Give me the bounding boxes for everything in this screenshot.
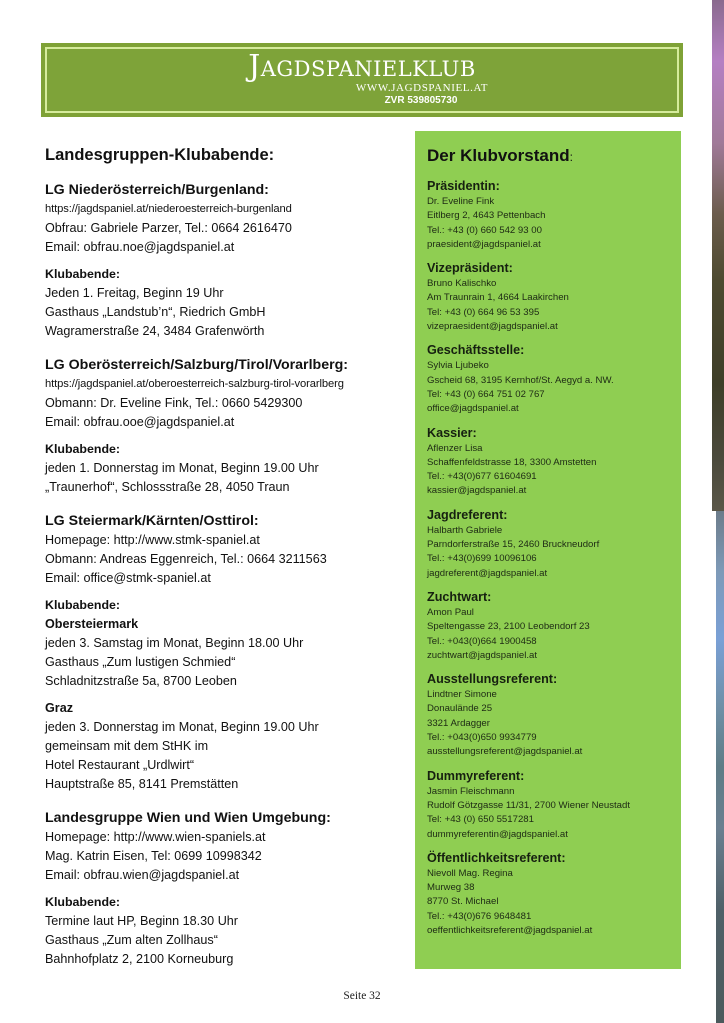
board-member-address: Schaffenfeldstrasse 18, 3300 Amstetten <box>427 456 597 468</box>
board-member-city: 3321 Ardagger <box>427 717 490 729</box>
board-role-title: Jagdreferent: <box>427 507 508 522</box>
board-role <box>427 850 669 938</box>
board-role-title: Zuchtwart: <box>427 589 492 604</box>
board-role <box>427 589 669 663</box>
club-banner <box>41 43 683 117</box>
board-member-address: Speltengasse 23, 2100 Leobendorf 23 <box>427 621 590 633</box>
klubabend-address: Bahnhofplatz 2, 2100 Korneuburg <box>45 952 234 966</box>
regional-group-title: LG Oberösterreich/Salzburg/Tirol/Vorarlberg: <box>45 357 348 373</box>
board-member-name: Jasmin Fleischmann <box>427 785 515 797</box>
board-member-phone: Tel: +43 (0) 664 751 02 767 <box>427 388 545 400</box>
regional-group <box>45 808 395 969</box>
board-member-street: Donaulände 25 <box>427 703 493 715</box>
regional-group <box>45 511 395 794</box>
club-board-title-colon: : <box>569 150 573 164</box>
regional-group-email[interactable]: Email: obfrau.wien@jagdspaniel.at <box>45 868 240 882</box>
board-role-title: Präsidentin: <box>427 179 500 193</box>
board-member-email[interactable]: jagdreferent@jagdspaniel.at <box>427 567 548 579</box>
klubabend-venue: Gasthaus „Landstub’n“, Riedrich GmbH <box>45 305 266 319</box>
klubabend-note: gemeinsam mit dem StHK im <box>45 739 209 753</box>
club-board-title <box>427 145 669 168</box>
regional-groups-section <box>45 144 395 979</box>
regional-group-website[interactable]: https://jagdspaniel.at/oberoesterreich-salzburg-tirol-vorarlberg <box>45 378 344 390</box>
klubabende-heading: Klubabende: <box>45 895 121 909</box>
regional-group-contact: Obmann: Andreas Eggenreich, Tel.: 0664 3211563 <box>45 552 327 566</box>
klubabend-schedule: jeden 3. Donnerstag im Monat, Beginn 19.00 Uhr <box>45 720 319 734</box>
board-role-title: Kassier: <box>427 425 477 440</box>
board-role-title: Vizepräsident: <box>427 261 513 276</box>
board-member-email[interactable]: oeffentlichkeitsreferent@jagdspaniel.at <box>427 924 593 936</box>
board-role-title: Geschäftsstelle: <box>427 343 525 358</box>
klubabend-address: Schladnitzstraße 5a, 8700 Leoben <box>45 674 237 688</box>
club-name: Jagdspanielklub <box>248 49 476 84</box>
regional-group-website[interactable]: https://jagdspaniel.at/niederoesterreich-burgenland <box>45 203 292 215</box>
board-member-email[interactable]: office@jagdspaniel.at <box>427 403 519 415</box>
board-member-phone: Tel.: +43(0)676 9648481 <box>427 910 532 922</box>
klubabend-venue: Hotel Restaurant „Urdlwirt“ <box>45 758 195 772</box>
board-member-address: Am Traunrain 1, 4664 Laakirchen <box>427 292 569 304</box>
section-title: Landesgruppen-Klubabende: <box>45 146 275 164</box>
board-member-name: Amon Paul <box>427 606 474 618</box>
board-member-name: Bruno Kalischko <box>427 278 497 290</box>
regional-group-website[interactable]: Homepage: http://www.stmk-spaniel.at <box>45 533 260 547</box>
klubabend-address: Wagramerstraße 24, 3484 Grafenwörth <box>45 324 265 338</box>
regional-group <box>45 355 395 497</box>
board-role <box>427 425 669 499</box>
board-role <box>427 178 669 252</box>
klubabend-subregion-name: Obersteiermark <box>45 617 139 631</box>
klubabende-heading: Klubabende: <box>45 598 121 612</box>
board-member-address: Rudolf Götzgasse 11/31, 2700 Wiener Neustadt <box>427 799 631 811</box>
regional-group-contact: Obfrau: Gabriele Parzer, Tel.: 0664 2616470 <box>45 221 292 235</box>
board-member-phone: Tel.: +043(0)664 1900458 <box>427 635 537 647</box>
board-member-address: Gscheid 68, 3195 Kernhof/St. Aegyd a. NW. <box>427 374 614 386</box>
board-member-email[interactable]: dummyreferentin@jagdspaniel.at <box>427 828 568 840</box>
regional-group <box>45 180 395 341</box>
board-member-email[interactable]: kassier@jagdspaniel.at <box>427 485 527 497</box>
board-member-phone: Tel.: +43(0)677 61604691 <box>427 471 537 483</box>
board-member-name: Halbarth Gabriele <box>427 524 503 536</box>
page-number: Seite 32 <box>343 990 381 1002</box>
board-role <box>427 260 669 334</box>
board-role-title: Dummyreferent: <box>427 768 525 783</box>
board-role <box>427 671 669 759</box>
regional-group-title: LG Niederösterreich/Burgenland: <box>45 182 269 198</box>
board-member-address: Parndorferstraße 15, 2460 Bruckneudorf <box>427 539 600 551</box>
board-member-email[interactable]: vizepraesident@jagdspaniel.at <box>427 321 558 333</box>
klubabend-schedule: jeden 3. Samstag im Monat, Beginn 18.00 Uhr <box>45 636 304 650</box>
klubabende-heading: Klubabende: <box>45 442 121 456</box>
board-member-phone: Tel: +43 (0) 650 5517281 <box>427 814 534 826</box>
klubabend-venue: „Traunerhof“, Schlossstraße 28, 4050 Traun <box>45 480 290 494</box>
klubabend-schedule: Jeden 1. Freitag, Beginn 19 Uhr <box>45 286 224 300</box>
regional-group-website[interactable]: Homepage: http://www.wien-spaniels.at <box>45 830 266 844</box>
board-member-email[interactable]: zuchtwart@jagdspaniel.at <box>427 649 538 661</box>
decorative-photo-strip-bottom <box>716 511 724 1023</box>
klubabend-subregion <box>45 699 395 794</box>
board-role <box>427 342 669 416</box>
klubabend-subregion-name: Graz <box>45 701 73 715</box>
board-member-phone: Tel.: +43 (0) 660 542 93 00 <box>427 224 542 236</box>
board-role <box>427 768 669 842</box>
club-registration-number: ZVR 539805730 <box>384 95 458 106</box>
board-member-email[interactable]: ausstellungsreferent@jagdspaniel.at <box>427 746 583 758</box>
board-member-city: 8770 St. Michael <box>427 896 499 908</box>
klubabend-venue: Gasthaus „Zum lustigen Schmied“ <box>45 655 236 669</box>
board-member-name: Nievoll Mag. Regina <box>427 867 513 879</box>
club-board-title-text: Der Klubvorstand <box>427 146 570 165</box>
regional-group-title: Landesgruppe Wien und Wien Umgebung: <box>45 810 331 826</box>
regional-group-contact: Mag. Katrin Eisen, Tel: 0699 10998342 <box>45 849 262 863</box>
board-role <box>427 507 669 581</box>
board-member-email[interactable]: praesident@jagdspaniel.at <box>427 238 541 250</box>
klubabend-schedule: Termine laut HP, Beginn 18.30 Uhr <box>45 914 238 928</box>
klubabend-venue: Gasthaus „Zum alten Zollhaus“ <box>45 933 218 947</box>
board-member-name: Aflenzer Lisa <box>427 442 483 454</box>
board-member-phone: Tel.: +43(0)699 10096106 <box>427 553 537 565</box>
board-member-name: Sylvia Ljubeko <box>427 360 489 372</box>
board-member-address: Eitlberg 2, 4643 Pettenbach <box>427 210 546 222</box>
regional-group-email[interactable]: Email: obfrau.noe@jagdspaniel.at <box>45 240 235 254</box>
board-member-phone: Tel.: +043(0)650 9934779 <box>427 732 537 744</box>
board-member-name: Dr. Eveline Fink <box>427 196 495 207</box>
board-member-street: Murweg 38 <box>427 882 475 894</box>
klubabend-address: Hauptstraße 85, 8141 Premstätten <box>45 777 239 791</box>
board-member-phone: Tel: +43 (0) 664 96 53 395 <box>427 306 540 318</box>
club-website: WWW.JAGDSPANIEL.AT <box>355 82 489 94</box>
klubabend-schedule: jeden 1. Donnerstag im Monat, Beginn 19.00 Uhr <box>45 461 319 475</box>
regional-group-email[interactable]: Email: obfrau.ooe@jagdspaniel.at <box>45 415 235 429</box>
klubabende-heading: Klubabende: <box>45 267 121 281</box>
board-role-title: Ausstellungsreferent: <box>427 672 558 687</box>
decorative-photo-strip-top <box>712 0 724 511</box>
board-role-title: Öffentlichkeitsreferent: <box>427 850 566 865</box>
regional-group-email[interactable]: Email: office@stmk-spaniel.at <box>45 571 211 585</box>
regional-group-contact: Obmann: Dr. Eveline Fink, Tel.: 0660 5429300 <box>45 396 303 410</box>
board-member-name: Lindtner Simone <box>427 689 497 701</box>
club-banner-inner <box>45 47 679 113</box>
regional-group-title: LG Steiermark/Kärnten/Osttirol: <box>45 513 259 529</box>
club-board-box <box>415 131 681 969</box>
